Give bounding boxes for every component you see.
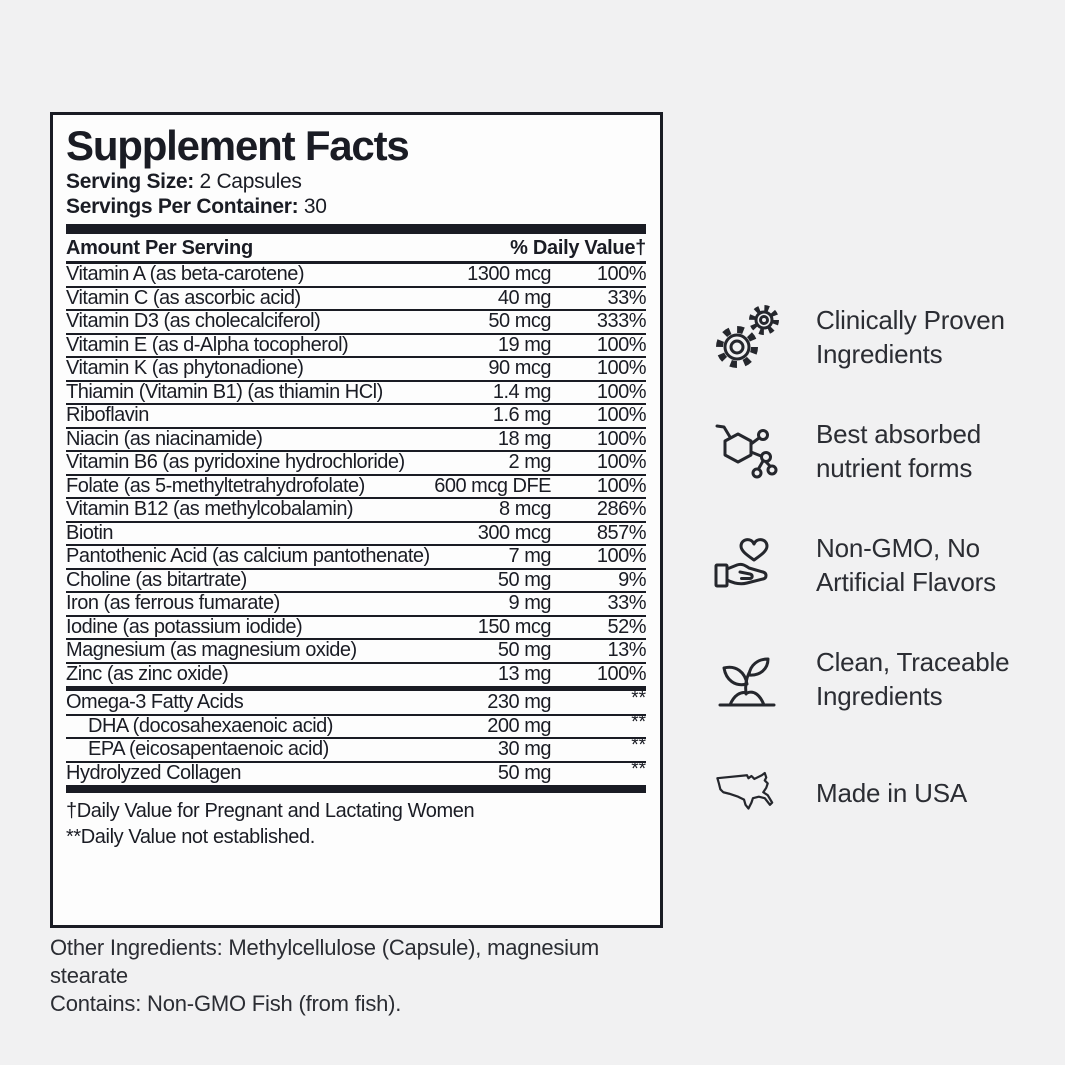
- nutrient-amount: 50 mg: [497, 761, 551, 784]
- nutrient-daily-value: 100%: [596, 545, 646, 567]
- nutrient-daily-value: 100%: [596, 404, 646, 426]
- amount-per-serving-header: Amount Per Serving: [66, 237, 253, 259]
- nutrient-amount: 1.6 mg: [492, 404, 551, 426]
- servings-per-container-value: 30: [303, 195, 327, 218]
- nutrient-name: Niacin (as niacinamide): [66, 428, 263, 450]
- nutrient-amount: 200 mg: [487, 714, 551, 737]
- supplement-facts-panel: [50, 112, 663, 928]
- contains-text: Contains: Non-GMO Fish (from fish).: [50, 991, 402, 1016]
- nutrient-daily-value: 13%: [607, 639, 646, 661]
- nutrient-name: DHA (docosahexaenoic acid): [88, 715, 333, 737]
- nutrient-row: [66, 570, 646, 592]
- nutrient-row: [66, 311, 646, 333]
- gears-icon: [710, 300, 784, 374]
- nutrient-daily-value: 100%: [596, 263, 646, 285]
- usa-map-icon: [710, 756, 784, 830]
- nutrient-name: EPA (eicosapentaenoic acid): [88, 739, 329, 760]
- nutrient-row: [66, 688, 646, 714]
- table-header-row: [66, 234, 646, 264]
- benefits-list: [710, 300, 1050, 830]
- nutrient-daily-value: 857%: [596, 521, 646, 544]
- nutrient-amount: 18 mg: [497, 427, 551, 450]
- nutrient-row: [66, 264, 646, 286]
- nutrient-row: [66, 476, 646, 498]
- nutrient-amount: 1300 mcg: [467, 263, 551, 285]
- nutrient-name: Vitamin D3 (as cholecalciferol): [66, 311, 321, 332]
- nutrient-name: Hydrolyzed Collagen: [66, 762, 242, 784]
- nutrient-name: Biotin: [66, 522, 114, 544]
- benefit-label: Made in USA: [816, 778, 967, 808]
- benefit-clean-traceable: [710, 642, 1050, 716]
- nutrient-row: [66, 429, 646, 451]
- nutrient-name: Vitamin B6 (as pyridoxine hydrochloride): [66, 452, 405, 473]
- nutrient-amount: 9 mg: [508, 592, 551, 614]
- nutrient-row: [66, 335, 646, 357]
- nutrient-row: [66, 735, 646, 761]
- nutrient-daily-value: 100%: [596, 333, 646, 356]
- daily-value-header: % Daily Value†: [510, 237, 646, 259]
- nutrient-amount: 30 mg: [497, 738, 551, 760]
- other-ingredients-text: Other Ingredients: Methylcellulose (Capsule), magnesium stearate: [50, 935, 600, 988]
- nutrient-name: Pantothenic Acid (as calcium pantothenate): [66, 546, 430, 567]
- serving-size-line: [66, 169, 646, 194]
- nutrient-amount: 50 mcg: [488, 310, 551, 332]
- nutrient-name: Riboflavin: [66, 405, 149, 426]
- nutrient-amount: 2 mg: [508, 451, 551, 473]
- nutrient-name: Omega-3 Fatty Acids: [66, 692, 244, 713]
- nutrient-table: [66, 264, 646, 793]
- serving-size-label: Serving Size:: [66, 170, 194, 193]
- nutrient-name: Vitamin C (as ascorbic acid): [66, 287, 301, 309]
- nutrient-name: Thiamin (Vitamin B1) (as thiamin HCl): [66, 381, 383, 403]
- nutrient-amount: 90 mcg: [488, 357, 551, 379]
- nutrient-amount: 8 mcg: [499, 498, 551, 520]
- nutrient-daily-value: 33%: [607, 592, 646, 614]
- nutrient-name: Magnesium (as magnesium oxide): [66, 640, 357, 661]
- nutrient-daily-value: 52%: [607, 615, 646, 638]
- nutrient-daily-value: 100%: [596, 474, 646, 497]
- nutrient-row: [66, 405, 646, 427]
- nutrient-row: [66, 640, 646, 662]
- nutrient-daily-value: 100%: [596, 380, 646, 403]
- nutrient-row: [66, 288, 646, 310]
- nutrient-daily-value: 286%: [596, 498, 646, 520]
- heavy-divider-bar: [66, 224, 646, 234]
- nutrient-daily-value: **: [631, 758, 646, 780]
- nutrient-name: Iron (as ferrous fumarate): [66, 593, 280, 614]
- nutrient-daily-value: 9%: [618, 568, 646, 591]
- nutrient-amount: 600 mcg DFE: [434, 474, 551, 497]
- nutrient-row: [66, 758, 646, 785]
- nutrient-daily-value: **: [631, 735, 646, 756]
- benefit-label: Clean, Traceable Ingredients: [816, 647, 1010, 711]
- servings-per-container-label: Servings Per Container:: [66, 195, 299, 218]
- molecule-icon: [710, 414, 784, 488]
- nutrient-row: [66, 382, 646, 404]
- nutrient-name: Choline (as bitartrate): [66, 569, 247, 591]
- footnotes: [66, 795, 646, 850]
- nutrient-name: Vitamin E (as d-Alpha tocopherol): [66, 334, 349, 356]
- nutrient-amount: 300 mcg: [477, 521, 551, 544]
- nutrient-amount: 19 mg: [497, 333, 551, 356]
- footnote-not-established: **Daily Value not established.: [66, 826, 315, 848]
- serving-size-value: 2 Capsules: [199, 170, 302, 193]
- row-divider: [66, 785, 646, 793]
- nutrient-daily-value: **: [631, 711, 646, 733]
- benefit-clinically-proven: [710, 300, 1050, 374]
- nutrient-row: [66, 523, 646, 545]
- nutrient-daily-value: 100%: [596, 427, 646, 450]
- nutrient-amount: 230 mg: [487, 691, 551, 713]
- nutrient-name: Vitamin B12 (as methylcobalamin): [66, 499, 354, 520]
- nutrient-daily-value: 33%: [607, 286, 646, 309]
- nutrient-row: [66, 617, 646, 639]
- panel-title: Supplement Facts: [66, 122, 409, 169]
- hand-heart-icon: [710, 528, 784, 602]
- footnote-daily-value: †Daily Value for Pregnant and Lactating Women: [66, 800, 475, 822]
- benefit-label: Clinically Proven Ingredients: [816, 305, 1005, 369]
- benefit-non-gmo: [710, 528, 1050, 602]
- nutrient-row: [66, 499, 646, 521]
- nutrient-name: Zinc (as zinc oxide): [66, 663, 229, 685]
- nutrient-amount: 1.4 mg: [492, 380, 551, 403]
- servings-per-container-line: [66, 194, 646, 219]
- nutrient-row: [66, 358, 646, 380]
- nutrient-row: [66, 452, 646, 474]
- nutrient-amount: 50 mg: [497, 568, 551, 591]
- nutrient-daily-value: 100%: [596, 451, 646, 473]
- benefit-label: Best absorbed nutrient forms: [816, 419, 982, 483]
- nutrient-row: [66, 711, 646, 738]
- benefit-made-in-usa: [710, 756, 1050, 830]
- nutrient-name: Iodine (as potassium iodide): [66, 616, 303, 638]
- nutrient-amount: 13 mg: [497, 662, 551, 685]
- nutrient-name: Folate (as 5-methyltetrahydrofolate): [66, 475, 365, 497]
- nutrient-daily-value: **: [631, 688, 646, 709]
- nutrient-amount: 150 mcg: [477, 615, 551, 638]
- nutrient-name: Vitamin A (as beta-carotene): [66, 264, 304, 285]
- nutrient-daily-value: 100%: [596, 357, 646, 379]
- below-panel-text: [50, 934, 670, 1018]
- nutrient-daily-value: 100%: [596, 662, 646, 685]
- benefit-best-absorbed: [710, 414, 1050, 488]
- nutrient-row: [66, 593, 646, 615]
- nutrient-amount: 40 mg: [497, 286, 551, 309]
- benefit-label: Non-GMO, No Artificial Flavors: [816, 533, 996, 597]
- nutrient-row: [66, 546, 646, 568]
- nutrient-amount: 50 mg: [497, 639, 551, 661]
- sprout-icon: [710, 642, 784, 716]
- nutrient-name: Vitamin K (as phytonadione): [66, 358, 304, 379]
- nutrient-daily-value: 333%: [596, 310, 646, 332]
- nutrient-amount: 7 mg: [508, 545, 551, 567]
- nutrient-row: [66, 664, 646, 686]
